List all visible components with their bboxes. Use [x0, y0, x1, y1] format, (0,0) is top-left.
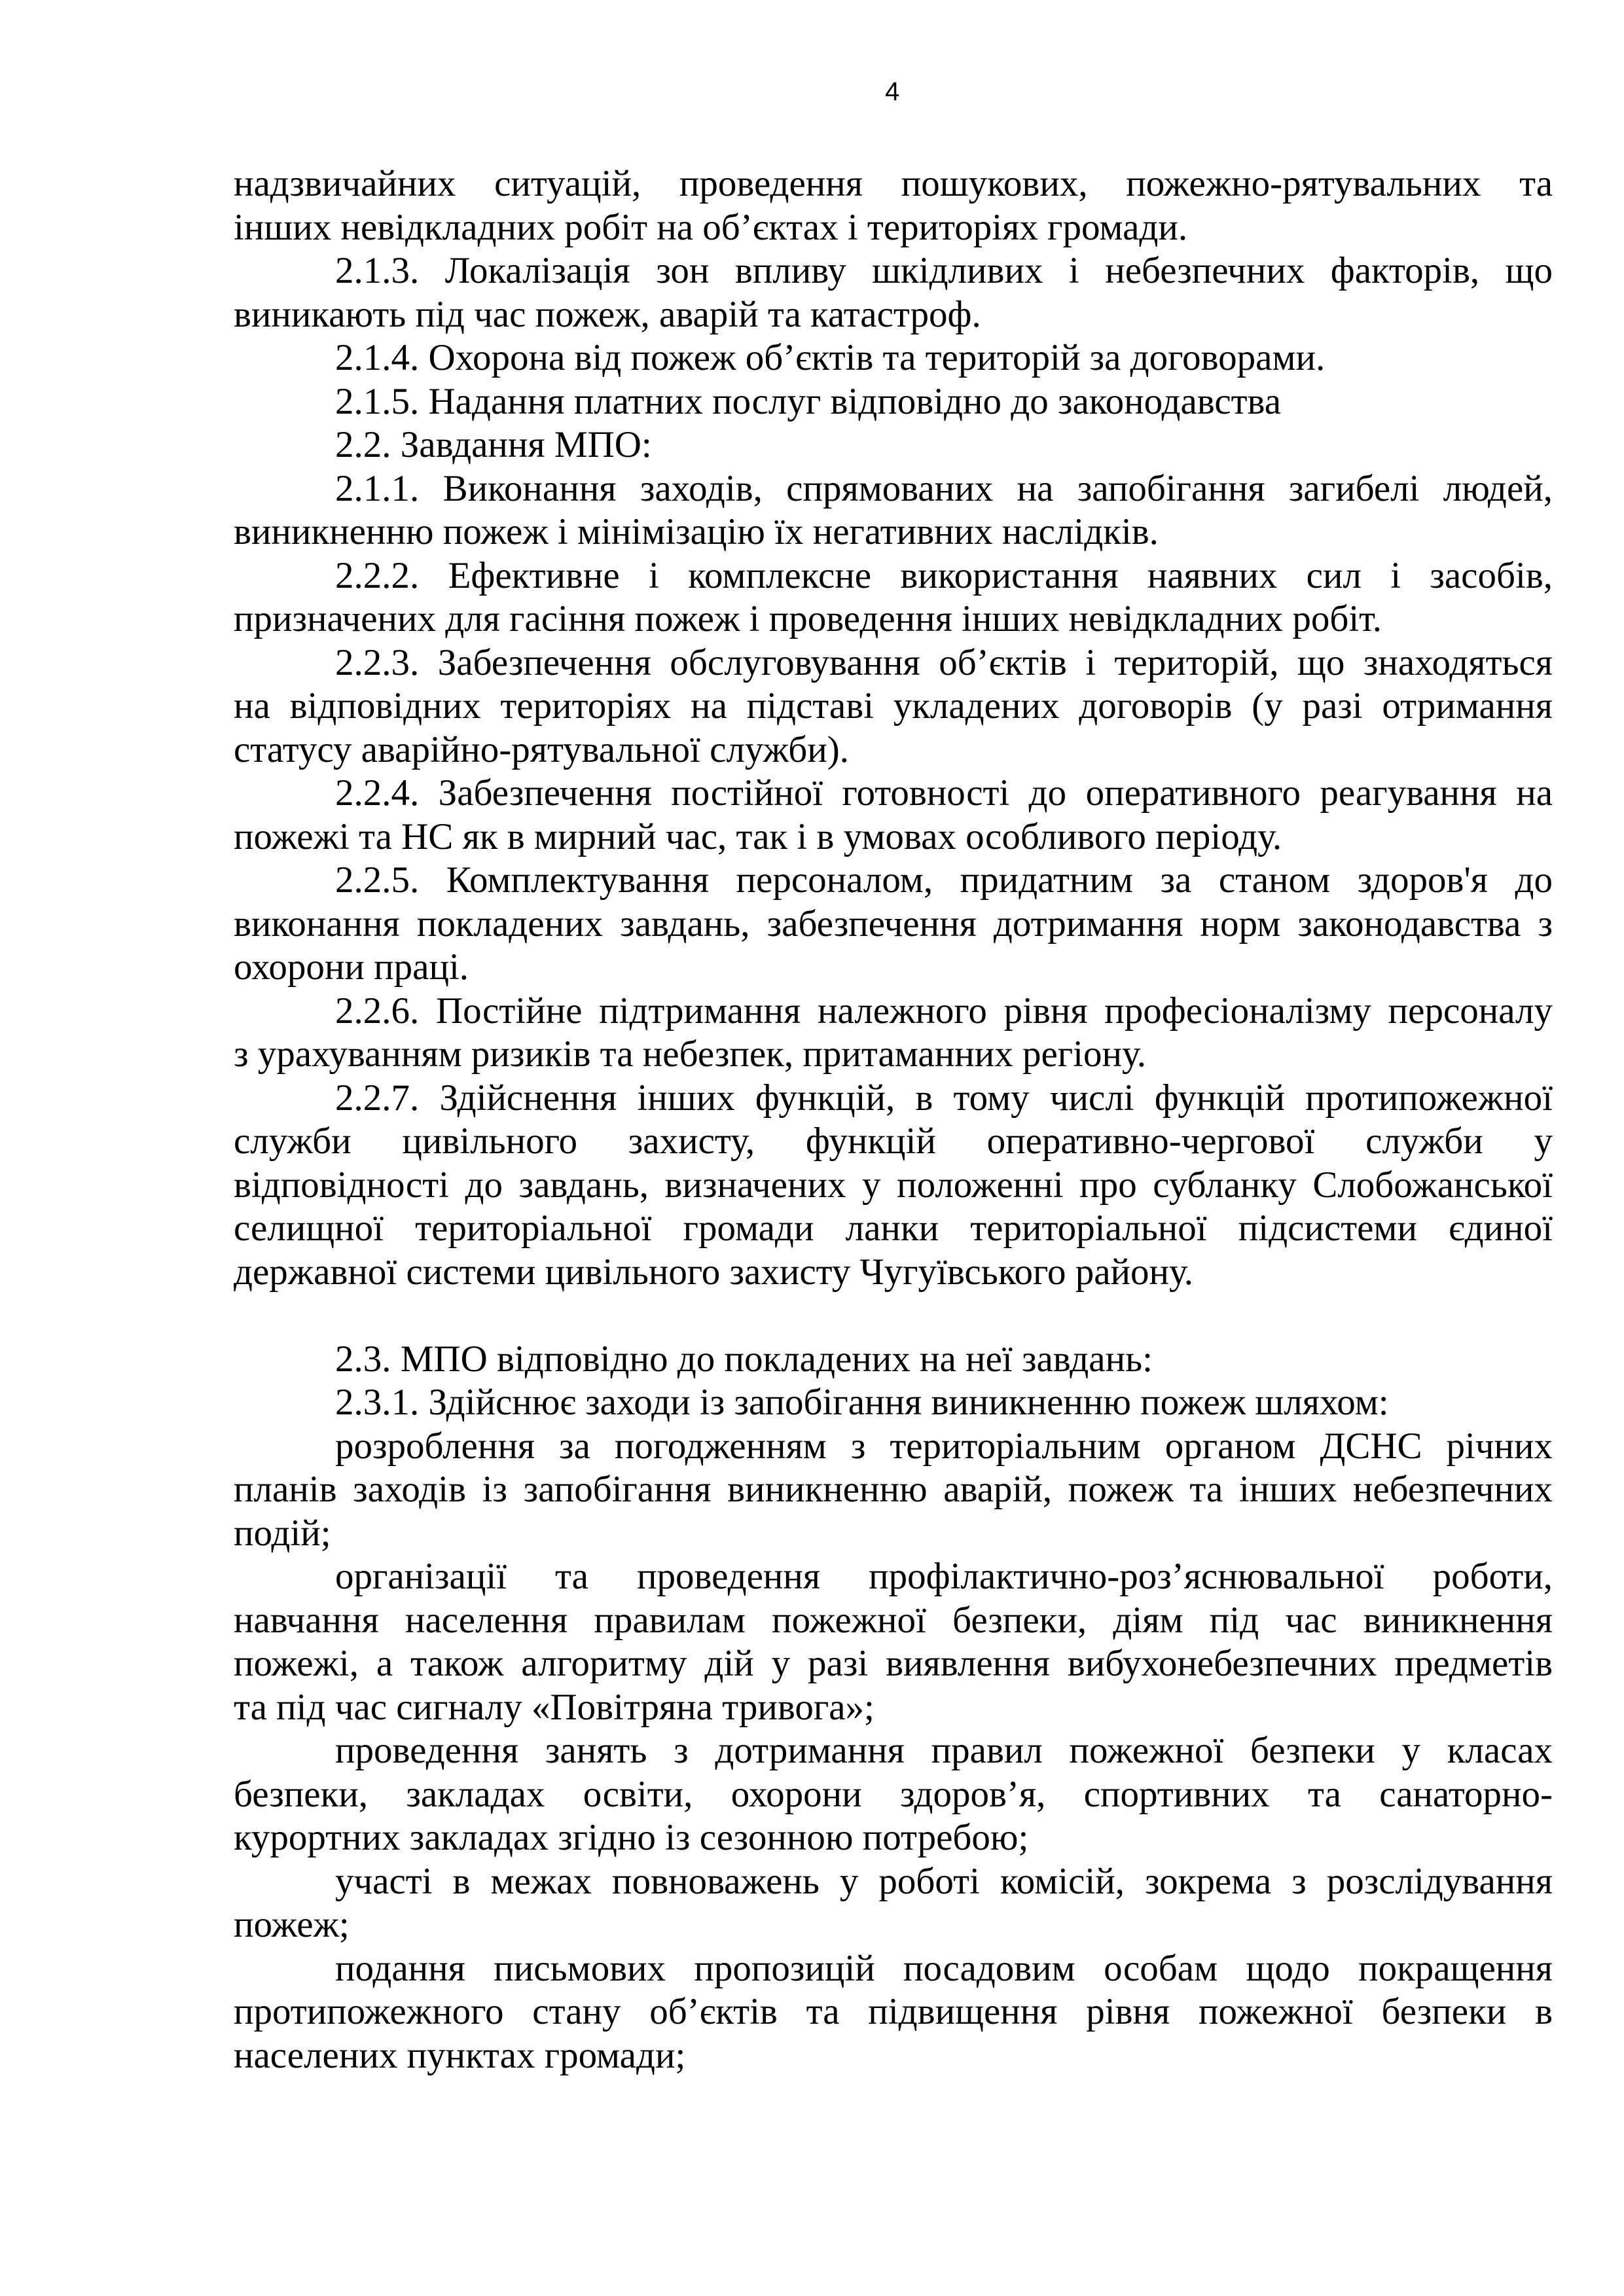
paragraph: [234, 249, 1553, 336]
text-line: виникають під час пожеж, аварій та катастроф.: [234, 293, 981, 335]
text-line: та під час сигналу «Повітряна тривога»;: [234, 1686, 875, 1728]
text-line: охорони праці.: [234, 946, 469, 988]
text-line: виконання покладених завдань, забезпечення дотримання норм законодавства з: [234, 903, 1553, 944]
text-line: 2.2. Завдання МПО:: [335, 424, 652, 465]
paragraph: [234, 423, 1553, 467]
text-line: 2.2.4. Забезпечення постійної готовності до оперативного реагування на: [335, 772, 1553, 814]
text-line: пожежі, а також алгоритму дій у разі виявлення вибухонебезпечних предметів: [234, 1643, 1553, 1684]
text-line: 2.1.1. Виконання заходів, спрямованих на запобігання загибелі людей,: [335, 467, 1553, 509]
text-line: 2.2.2. Ефективне і комплексне використання наявних сил і засобів,: [335, 554, 1553, 596]
text-line: 2.3.1. Здійснює заходи із запобігання виникненню пожеж шляхом:: [335, 1382, 1389, 1423]
text-line: відповідності до завдань, визначених у положенні про субланку Слобожанської: [234, 1164, 1553, 1206]
paragraph: [234, 162, 1553, 249]
text-line: розроблення за погодженням з територіальним органом ДСНС річних: [335, 1425, 1553, 1467]
paragraph: [234, 641, 1553, 772]
blank-line: [234, 1294, 1553, 1338]
paragraph: [234, 1381, 1553, 1425]
text-line: 2.1.3. Локалізація зон впливу шкідливих і небезпечних факторів, що: [335, 250, 1553, 291]
text-line: виникненню пожеж і мінімізацію їх негативних наслідків.: [234, 511, 1159, 552]
paragraph: [234, 336, 1553, 380]
text-line: 2.2.3. Забезпечення обслуговування об’єктів і територій, що знаходяться: [335, 641, 1553, 683]
paragraph: [234, 1338, 1553, 1382]
text-line: організації та проведення профілактично-роз’яснювальної роботи,: [335, 1556, 1553, 1597]
paragraph: [234, 772, 1553, 859]
text-line: курортних закладах згідно із сезонною потребою;: [234, 1817, 1029, 1858]
text-line: 2.1.5. Надання платних послуг відповідно до законодавства: [335, 380, 1282, 422]
text-line: планів заходів із запобігання виникненню аварій, пожеж та інших небезпечних: [234, 1469, 1553, 1510]
text-line: призначених для гасіння пожеж і проведення інших невідкладних робіт.: [234, 598, 1382, 639]
text-line: служби цивільного захисту, функцій оперативно-чергової служби у: [234, 1121, 1553, 1162]
text-line: 2.2.7. Здійснення інших функцій, в тому числі функцій протипожежної: [335, 1077, 1553, 1119]
paragraph: [234, 859, 1553, 990]
paragraph: [234, 1860, 1553, 1947]
text-line: 2.1.4. Охорона від пожеж об’єктів та територій за договорами.: [335, 337, 1326, 378]
text-line: статусу аварійно-рятувальної служби).: [234, 728, 849, 770]
paragraph: [234, 554, 1553, 641]
text-line: навчання населення правилам пожежної безпеки, діям під час виникнення: [234, 1599, 1553, 1641]
document-body: [234, 162, 1553, 2077]
text-line: 2.3. МПО відповідно до покладених на неї завдань:: [335, 1338, 1153, 1380]
text-line: надзвичайних ситуацій, проведення пошукових, пожежно-рятувальних та: [234, 163, 1553, 204]
text-line: державної системи цивільного захисту Чугуївського району.: [234, 1251, 1194, 1293]
paragraph: [234, 1729, 1553, 1860]
text-line: подання письмових пропозицій посадовим особам щодо покращення: [335, 1947, 1553, 1989]
text-line: проведення занять з дотримання правил пожежної безпеки у класах: [335, 1730, 1553, 1771]
text-line: безпеки, закладах освіти, охорони здоров’я, спортивних та санаторно-: [234, 1773, 1553, 1815]
text-line: 2.2.5. Комплектування персоналом, придатним за станом здоров'я до: [335, 859, 1553, 901]
paragraph: [234, 1425, 1553, 1556]
text-line: інших невідкладних робіт на об’єктах і територіях громади.: [234, 206, 1188, 248]
text-line: подій;: [234, 1512, 331, 1554]
paragraph: [234, 1077, 1553, 1295]
page-number: 4: [885, 77, 900, 106]
paragraph: [234, 1555, 1553, 1729]
text-line: на відповідних територіях на підставі укладених договорів (у разі отримання: [234, 685, 1553, 726]
paragraph: [234, 1947, 1553, 2078]
text-line: пожеж;: [234, 1904, 350, 1945]
text-line: селищної територіальної громади ланки територіальної підсистеми єдиної: [234, 1208, 1553, 1249]
paragraph: [234, 467, 1553, 554]
paragraph: [234, 990, 1553, 1077]
text-line: пожежі та НС як в мирний час, так і в умовах особливого періоду.: [234, 816, 1282, 857]
text-line: протипожежного стану об’єктів та підвищення рівня пожежної безпеки в: [234, 1991, 1553, 2032]
text-line: участі в межах повноважень у роботі комісій, зокрема з розслідування: [335, 1860, 1553, 1902]
text-line: населених пунктах громади;: [234, 2034, 686, 2076]
text-line: з урахуванням ризиків та небезпек, притаманних регіону.: [234, 1033, 1147, 1075]
text-line: 2.2.6. Постійне підтримання належного рівня професіоналізму персоналу: [335, 990, 1553, 1031]
paragraph: [234, 380, 1553, 424]
